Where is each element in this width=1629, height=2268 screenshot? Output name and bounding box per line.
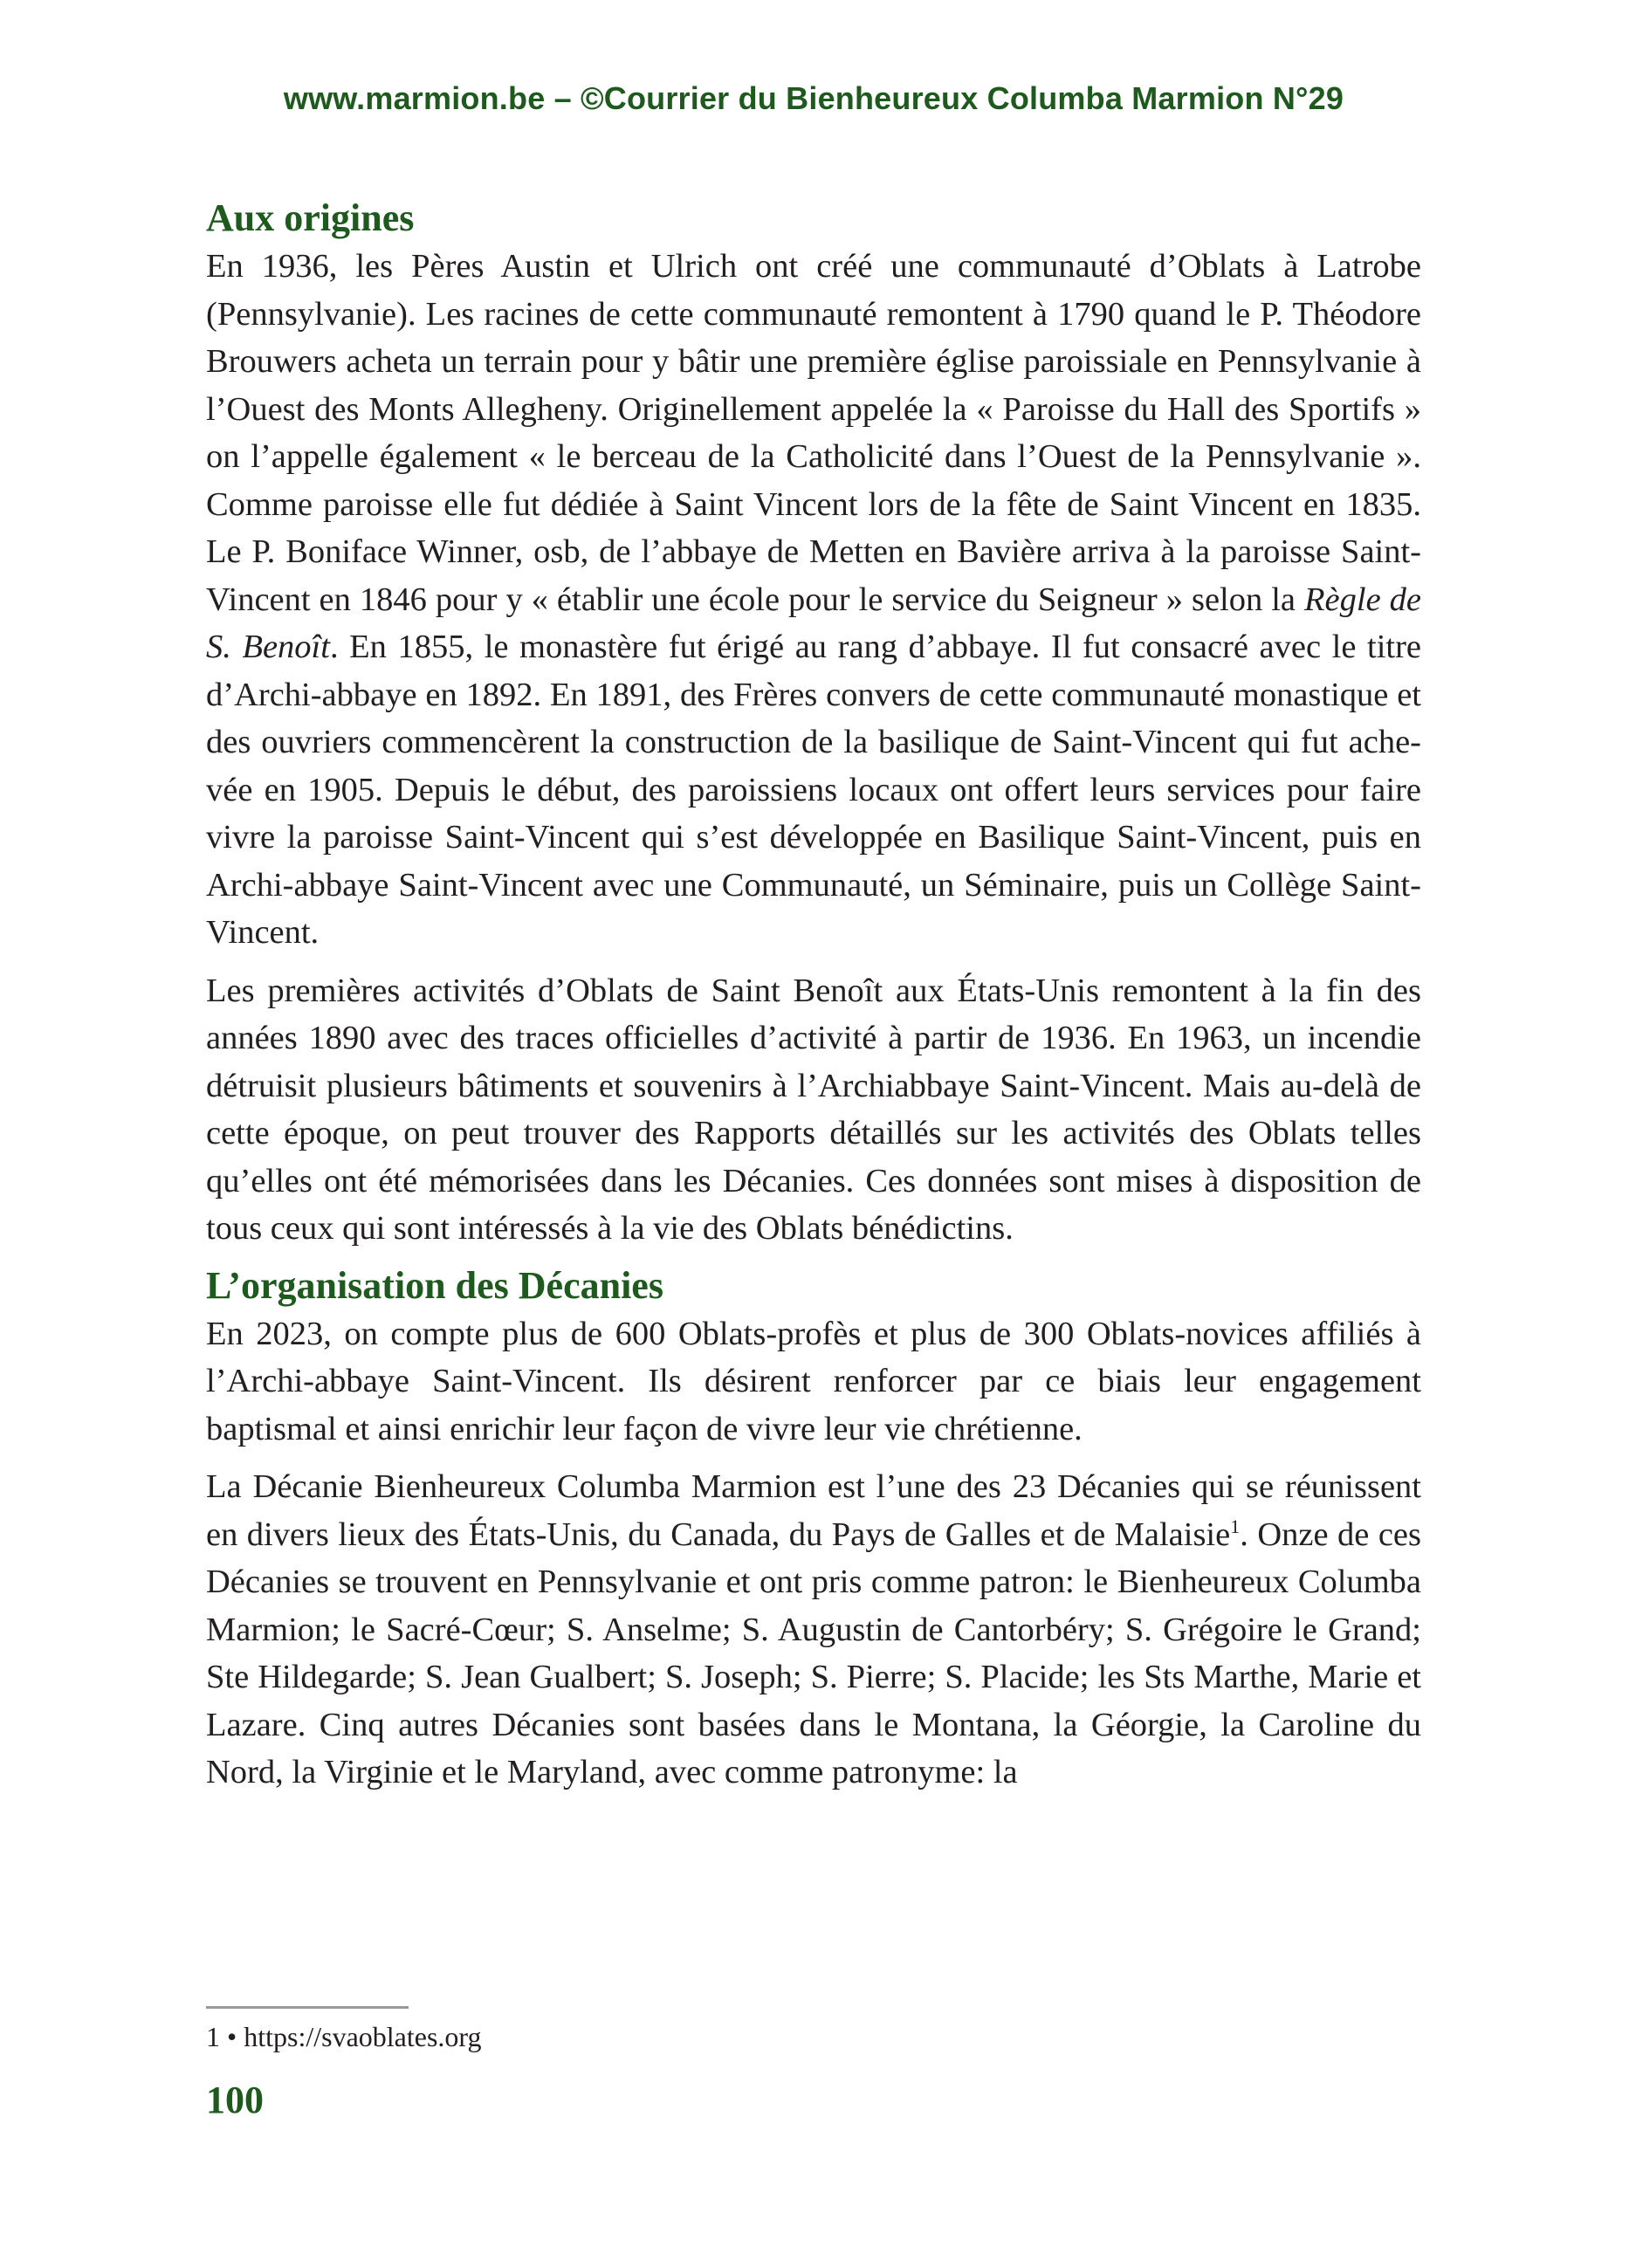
footnote-reference[interactable]: 1 — [1230, 1515, 1241, 1537]
section-heading-origins: Aux origines — [206, 196, 415, 239]
paragraph-text: La Décanie Bienheureux Columba Marmion est l’une des 23 Décanies qui se réunissent en divers lieux des États-Unis, du Canada, du Pays de Galles et de Malaisie — [206, 1468, 1421, 1553]
paragraph-origins-2: Les premières activités d’Oblats de Saint Benoît aux États-Unis remontent à la fin des années 1890 avec des traces officielles d’activité à partir de 1936. En 1963, un incendie détruisit plusieurs bâtiments et souvenirs à l’Archiabbaye Saint-Vincent. Mais au-delà de cette époque, on peut trouver des Rapports détaillés sur les activités des Oblats telles qu’elles ont été mémorisées dans les Décanies. Ces données sont mises à disposition de tous ceux qui sont intéressés à la vie des Oblats bénédictins. — [206, 972, 1421, 1247]
paragraph-origins-1 — [206, 243, 1421, 957]
footnote-marker: 1 • — [206, 2021, 237, 2052]
footnote-link[interactable]: https://svaoblates.org — [244, 2021, 482, 2052]
section-heading-organisation: L’organisation des Décanies — [206, 1263, 663, 1307]
paragraph-text: . En 1855, le monastère fut érigé au rang d’abbaye. Il fut consacré avec le titre d’Archi-abbaye en 1892. En 1891, des Frères convers de cette communauté monastique et des ouvriers commencèrent la construction de la basilique de Saint-Vincent qui fut achevée en 1905. Depuis le début, des paroissiens locaux ont offert leurs services pour faire vivre la paroisse Saint-Vincent qui s’est développée en Basilique Saint-Vincent, puis en Archi-abbaye Saint-Vincent avec une Communauté, un Séminaire, puis un Collège Saint-Vincent. — [206, 629, 1422, 951]
italic-title: Règle de S. Benoît — [206, 581, 1421, 665]
paragraph-organisation-2 — [206, 1463, 1421, 1797]
main-content — [206, 194, 1421, 1797]
running-header: www.marmion.be – ©Courrier du Bienheureux Columba Marmion N°29 — [283, 80, 1344, 116]
paragraph-text: En 1936, les Pères Austin et Ulrich ont créé une communauté d’Oblats à Latrobe (Pennsylvanie). Les racines de cette communauté remontent à 1790 quand le P. Théodore Brouwers acheta un terrain pour y bâtir une première église paroissiale en Pennsylvanie à l’Ouest des Monts Allegheny. Originellement appelée la « Paroisse du Hall des Sportifs » on l’appelle également « le berceau de la Catholicité dans l’Ouest de la Pennsylvanie ». Comme paroisse elle fut dédiée à Saint Vincent lors de la fête de Saint Vincent en 1835. Le P. Boniface Winner, osb, de l’abbaye de Metten en Bavière arriva à la paroisse Saint-Vincent en 1846 pour y « établir une école pour le service du Seigneur » selon la — [206, 248, 1421, 618]
paragraph-text: . Onze de ces Décanies se trouvent en Pennsylvanie et ont pris comme patron: le Bienheureux Columba Marmion; le Sacré-Cœur; S. Anselme; S. Augustin de Cantorbéry; S. Grégoire le Grand; Ste Hildegarde; S. Jean Gualbert; S. Joseph; S. Pierre; S. Placide; les Sts Marthe, Marie et Lazare. Cinq autres Décanies sont basées dans le Montana, la Géorgie, la Caroline du Nord, la Virginie et le Maryland, avec comme patronyme: la — [206, 1515, 1422, 1790]
page-number: 100 — [206, 2079, 264, 2121]
footnote — [206, 2019, 481, 2054]
paragraph-organisation-1: En 2023, on compte plus de 600 Oblats-profès et plus de 300 Oblats-novices affiliés à l’Archi-abbaye Saint-Vincent. Ils désirent renforcer par ce biais leur engagement baptismal et ainsi enrichir leur façon de vivre leur vie chrétienne. — [206, 1315, 1421, 1447]
footnote-divider — [206, 2006, 409, 2009]
